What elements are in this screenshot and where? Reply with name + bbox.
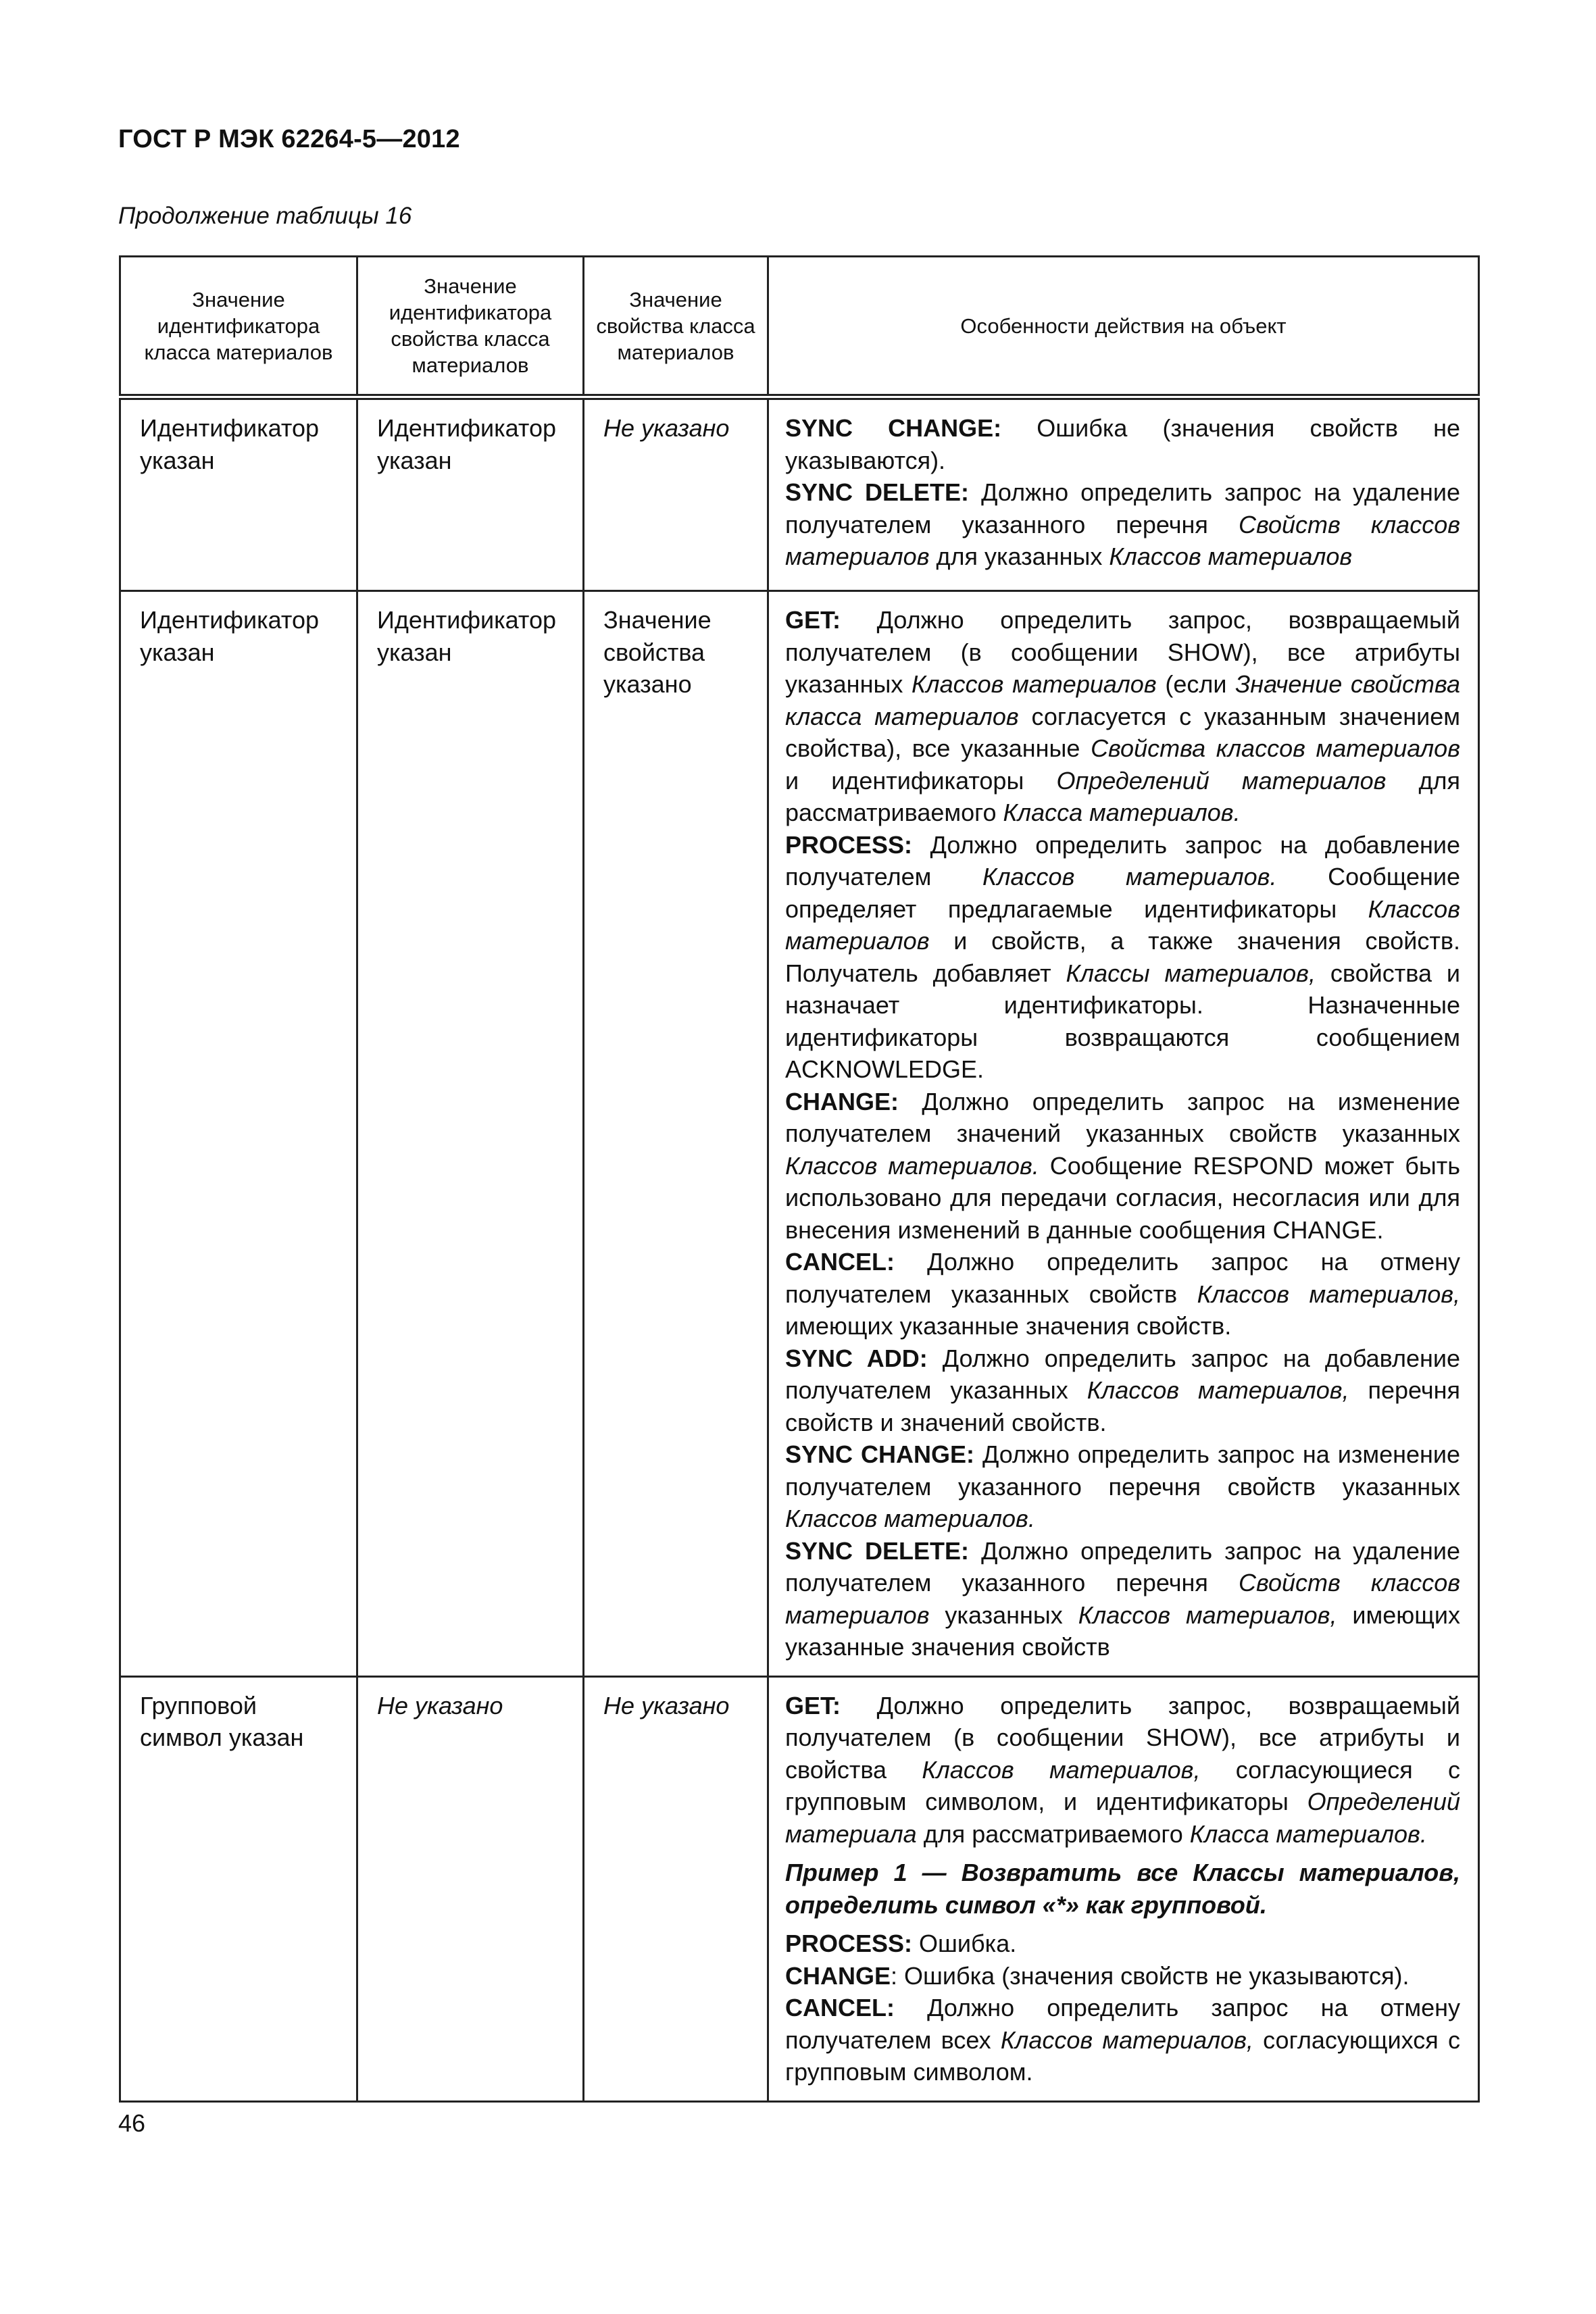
text-segment: Должно определить запрос на отмену получателем указанных свойств xyxy=(785,1248,1460,1308)
text-segment: свойства и назначает идентификаторы. Назначенные идентификаторы возвращаются сообщением ACKNOWLEDGE. xyxy=(785,959,1460,1083)
action-paragraph xyxy=(785,476,1460,573)
text-segment: (если xyxy=(1156,670,1236,698)
text-segment: для рассматриваемого xyxy=(785,766,1460,826)
term-emphasis: Классов материалов, xyxy=(1000,2026,1253,2054)
text-segment: Сообщение определяет предлагаемые идентификаторы xyxy=(785,863,1460,923)
term-emphasis: Класса материалов. xyxy=(1189,1819,1427,1848)
col-header-property-id: Значение идентификатора свойства класса материалов xyxy=(357,257,584,397)
term-emphasis: Классов материалов. xyxy=(785,1151,1039,1180)
term-emphasis: Классов материалов xyxy=(1109,543,1353,570)
term-emphasis: Определений материалов xyxy=(1056,766,1387,795)
class-id-cell: Идентификатор указан xyxy=(120,591,357,1677)
term-emphasis: Классов материалов. xyxy=(982,863,1277,890)
description-cell xyxy=(768,591,1479,1677)
term-emphasis: Классы материалов, xyxy=(1066,959,1316,987)
text-segment: Должно определить запрос на удаление получателем указанного перечня xyxy=(785,478,1461,538)
term-emphasis: Определений материала xyxy=(785,1788,1460,1848)
text-segment: Ошибка (значения свойств не указываются). xyxy=(785,414,1461,474)
text-segment: : Ошибка (значения свойств не указываются). xyxy=(891,1961,1410,1990)
action-keyword: CHANGE: xyxy=(785,1087,899,1115)
text-segment: согласующихся с групповым символом. xyxy=(785,2026,1460,2086)
action-paragraph xyxy=(785,1342,1460,1439)
action-paragraph xyxy=(785,412,1460,476)
term-emphasis: Свойства классов материалов xyxy=(1091,734,1460,762)
property-value-cell: Не указано xyxy=(584,1676,768,2101)
property-id-cell: Идентификатор указан xyxy=(357,591,584,1677)
action-paragraph xyxy=(785,1690,1460,1851)
term-emphasis: Классов материалов xyxy=(785,895,1460,955)
action-keyword: SYNC DELETE: xyxy=(785,478,970,506)
term-emphasis: Классов материалов, xyxy=(1197,1280,1461,1308)
action-paragraph xyxy=(785,1535,1460,1663)
text-segment: Пример 1 — Возвратить все Классы материалов, определить символ «*» как групповой. xyxy=(785,1859,1460,1919)
action-keyword: SYNC ADD: xyxy=(785,1344,928,1372)
description-cell xyxy=(768,1676,1479,2101)
term-emphasis: Классов материалов xyxy=(912,670,1157,698)
text-segment: Должно определить запрос на удаление получателем указанного перечня xyxy=(785,1536,1461,1596)
standard-title: ГОСТ Р МЭК 62264-5—2012 xyxy=(118,125,460,153)
property-id-cell: Не указано xyxy=(357,1676,584,2101)
text-segment: Должно определить запрос на добавление получателем xyxy=(785,830,1460,890)
col-header-action-description: Особенности действия на объект xyxy=(768,257,1479,397)
action-paragraph xyxy=(785,829,1460,1086)
text-segment: и идентификаторы xyxy=(785,766,1057,795)
action-keyword: CANCEL: xyxy=(785,1994,895,2021)
action-keyword: PROCESS: xyxy=(785,830,913,859)
class-id-cell: Групповой символ указан xyxy=(120,1676,357,2101)
action-keyword: PROCESS: xyxy=(785,1930,913,1957)
text-segment: имеющих указанные значения свойств. xyxy=(785,1312,1232,1340)
col-header-property-value: Значение свойства класса материалов xyxy=(584,257,768,397)
text-segment: Должно определить запрос на изменение получателем значений указанных свойств указанных xyxy=(785,1087,1460,1147)
action-keyword: CANCEL: xyxy=(785,1248,895,1276)
col-header-class-id: Значение идентификатора класса материалов xyxy=(120,257,357,397)
text-segment: имеющих указанные значения свойств xyxy=(785,1601,1461,1661)
term-emphasis: Классов материалов, xyxy=(922,1755,1201,1784)
term-emphasis: Класса материалов. xyxy=(1003,799,1241,826)
action-paragraph xyxy=(785,1086,1460,1247)
action-keyword: SYNC CHANGE: xyxy=(785,414,1002,442)
action-paragraph xyxy=(785,1992,1460,2088)
action-paragraph xyxy=(785,1960,1460,1992)
text-segment: для рассматриваемого xyxy=(916,1819,1190,1848)
action-paragraph xyxy=(785,604,1460,829)
table-row xyxy=(120,591,1479,1677)
text-segment: и свойств, а также значения свойств. Получатель добавляет xyxy=(785,927,1460,987)
text-segment: Сообщение RESPOND может быть использовано для передачи согласия, несогласия или для внесения изменений в данные сообщения CHANGE. xyxy=(785,1151,1461,1244)
property-value-cell: Значение свойства указано xyxy=(584,591,768,1677)
term-emphasis: Классов материалов, xyxy=(1078,1601,1337,1629)
action-paragraph xyxy=(785,1438,1460,1535)
action-paragraph xyxy=(785,1928,1460,1960)
text-segment: Должно определить запрос на отмену получателем всех xyxy=(785,1994,1460,2054)
text-segment: Ошибка. xyxy=(912,1930,1017,1957)
property-id-cell: Идентификатор указан xyxy=(357,397,584,591)
text-segment: согласуется с указанным значением свойства), все указанные xyxy=(785,702,1461,762)
property-value-cell: Не указано xyxy=(584,397,768,591)
term-emphasis: Классов материалов, xyxy=(1087,1376,1349,1404)
table-row xyxy=(120,397,1479,591)
text-segment: перечня свойств и значений свойств. xyxy=(785,1376,1461,1436)
action-keyword: GET: xyxy=(785,1691,841,1719)
page-number: 46 xyxy=(118,2109,146,2137)
action-paragraph xyxy=(785,1246,1460,1342)
text-segment: Должно определить запрос на изменение получателем указанного перечня свойств указанных xyxy=(785,1440,1461,1501)
class-id-cell: Идентификатор указан xyxy=(120,397,357,591)
term-emphasis: Свойств классов материалов xyxy=(785,510,1460,570)
text-segment: указанных xyxy=(929,1601,1078,1629)
term-emphasis: Классов материалов. xyxy=(785,1505,1035,1532)
description-cell xyxy=(768,397,1479,591)
actions-table xyxy=(119,255,1480,2103)
text-segment: Должно определить запрос на добавление получателем указанных xyxy=(785,1344,1460,1404)
example-note xyxy=(785,1857,1460,1921)
table-row xyxy=(120,1676,1479,2101)
table-caption: Продолжение таблицы 16 xyxy=(118,203,412,229)
term-emphasis: Значение свойства класса материалов xyxy=(785,670,1460,730)
term-emphasis: Свойств классов материалов xyxy=(785,1569,1460,1629)
text-segment: Должно определить запрос, возвращаемый получателем (в сообщении SHOW), все атрибуты и свойства xyxy=(785,1691,1460,1784)
action-keyword: SYNC CHANGE: xyxy=(785,1440,974,1468)
text-segment: согласующиеся с групповым символом, и идентификаторы xyxy=(785,1755,1461,1815)
table-header-row xyxy=(120,257,1479,397)
action-keyword: GET: xyxy=(785,606,841,634)
text-segment: для указанных xyxy=(929,543,1109,570)
text-segment: Должно определить запрос, возвращаемый получателем (в сообщении SHOW), все атрибуты указанных xyxy=(785,606,1460,698)
action-keyword: SYNC DELETE: xyxy=(785,1536,970,1565)
action-keyword: CHANGE xyxy=(785,1961,891,1990)
